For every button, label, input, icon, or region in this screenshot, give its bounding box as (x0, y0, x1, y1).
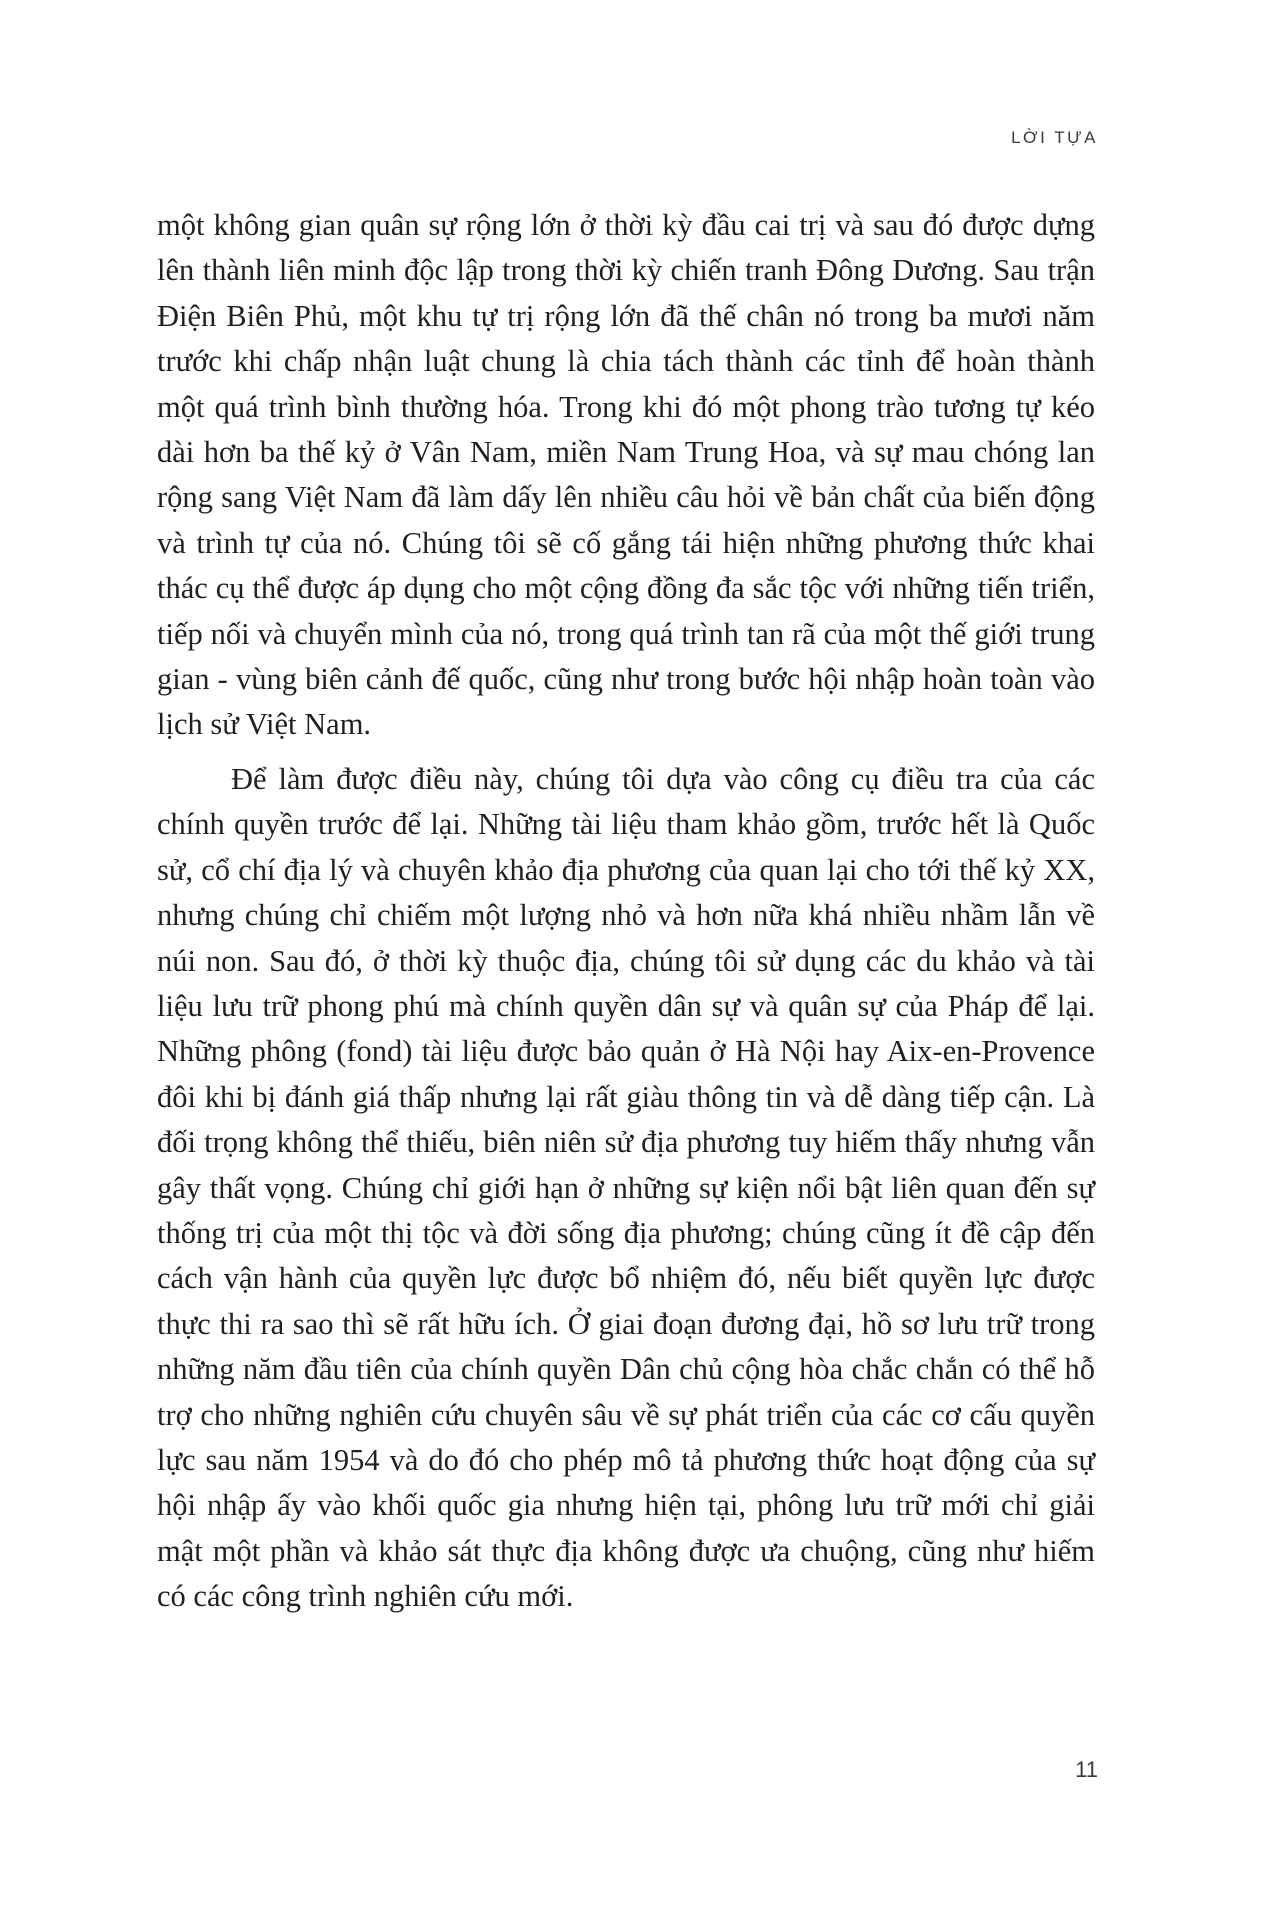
running-header: LỜI TỰA (1011, 128, 1098, 147)
paragraph-1: một không gian quân sự rộng lớn ở thời kỳ đầu cai trị và sau đó được dựng lên thành liên minh độc lập trong thời kỳ chiến tranh Đông Dương. Sau trận Điện Biên Phủ, một khu tự trị rộng lớn đã thế chân nó trong ba mươi năm trước khi chấp nhận luật chung là chia tách thành các tỉnh để hoàn thành một quá trình bình thường hóa. Trong khi đó một phong trào tương tự kéo dài hơn ba thế kỷ ở Vân Nam, miền Nam Trung Hoa, và sự mau chóng lan rộng sang Việt Nam đã làm dấy lên nhiều câu hỏi về bản chất của biến động và trình tự của nó. Chúng tôi sẽ cố gắng tái hiện những phương thức khai thác cụ thể được áp dụng cho một cộng đồng đa sắc tộc với những tiến triển, tiếp nối và chuyển mình của nó, trong quá trình tan rã của một thế giới trung gian - vùng biên cảnh đế quốc, cũng như trong bước hội nhập hoàn toàn vào lịch sử Việt Nam. (157, 208, 1095, 742)
body-text (157, 203, 1095, 1620)
page-number: 11 (1075, 1757, 1098, 1782)
paragraph-2: Để làm được điều này, chúng tôi dựa vào công cụ điều tra của các chính quyền trước để lại. Những tài liệu tham khảo gồm, trước hết là Quốc sử, cổ chí địa lý và chuyên khảo địa phương của quan lại cho tới thế kỷ XX, nhưng chúng chỉ chiếm một lượng nhỏ và hơn nữa khá nhiều nhầm lẫn về núi non. Sau đó, ở thời kỳ thuộc địa, chúng tôi sử dụng các du khảo và tài liệu lưu trữ phong phú mà chính quyền dân sự và quân sự của Pháp để lại. Những phông (fond) tài liệu được bảo quản ở Hà Nội hay Aix-en-Provence đôi khi bị đánh giá thấp nhưng lại rất giàu thông tin và dễ dàng tiếp cận. Là đối trọng không thể thiếu, biên niên sử địa phương tuy hiếm thấy nhưng vẫn gây thất vọng. Chúng chỉ giới hạn ở những sự kiện nổi bật liên quan đến sự thống trị của một thị tộc và đời sống địa phương; chúng cũng ít đề cập đến cách vận hành của quyền lực được bổ nhiệm đó, nếu biết quyền lực được thực thi ra sao thì sẽ rất hữu ích. Ở giai đoạn đương đại, hồ sơ lưu trữ trong những năm đầu tiên của chính quyền Dân chủ cộng hòa chắc chắn có thể hỗ trợ cho những nghiên cứu chuyên sâu về sự phát triển của các cơ cấu quyền lực sau năm 1954 và do đó cho phép mô tả phương thức hoạt động của sự hội nhập ấy vào khối quốc gia nhưng hiện tại, phông lưu trữ mới chỉ giải mật một phần và khảo sát thực địa không được ưa chuộng, cũng như hiếm có các công trình nghiên cứu mới. (157, 761, 1095, 1614)
